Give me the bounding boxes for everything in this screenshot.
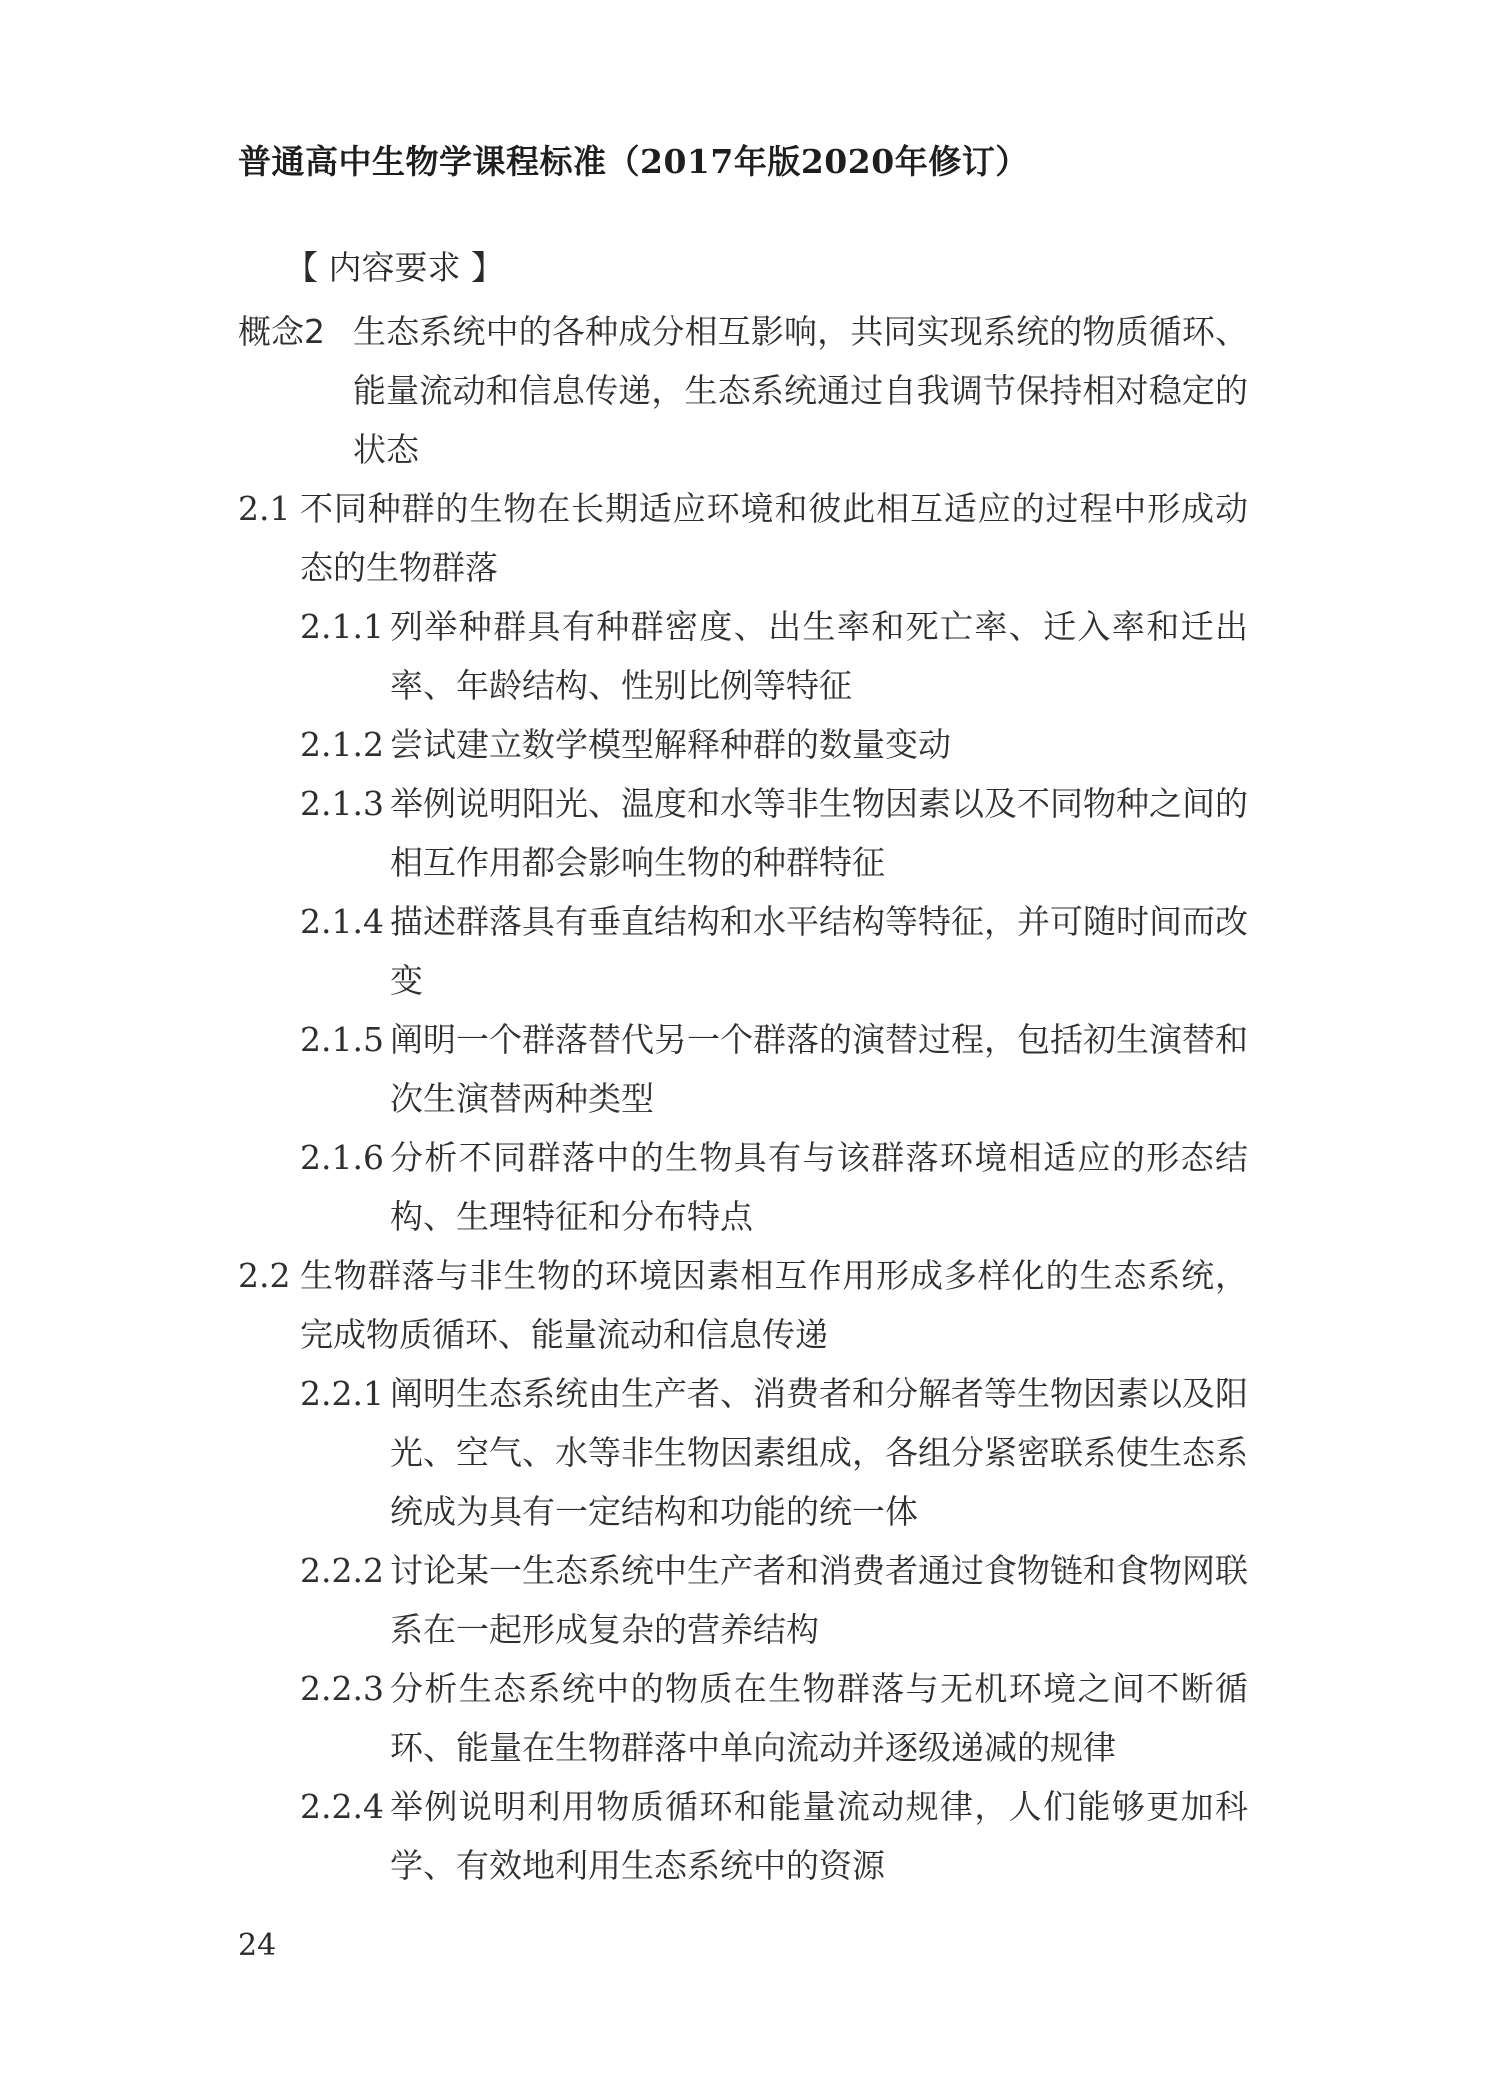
subitem-number: 2.1.6 xyxy=(300,1138,384,1177)
subitem-number: 2.1.2 xyxy=(300,725,384,764)
subitem-number: 2.1.4 xyxy=(300,902,384,941)
subitem-number: 2.1.3 xyxy=(300,784,384,823)
content-body xyxy=(238,302,1248,1895)
concept-number: 概念2 xyxy=(238,312,325,351)
subitem-2-1-3 xyxy=(238,774,1248,892)
subitem-text: 讨论某一生态系统中生产者和消费者通过食物链和食物网联系在一起形成复杂的营养结构 xyxy=(390,1551,1248,1649)
concept-text: 生态系统中的各种成分相互影响，共同实现系统的物质循环、能量流动和信息传递，生态系统通过自我调节保持相对稳定的状态 xyxy=(353,312,1248,469)
item-number: 2.2 xyxy=(238,1256,291,1295)
subitem-number: 2.1.5 xyxy=(300,1020,384,1059)
subitem-text: 分析不同群落中的生物具有与该群落环境相适应的形态结构、生理特征和分布特点 xyxy=(390,1138,1248,1236)
subitem-2-2-1 xyxy=(238,1364,1248,1541)
subitem-number: 2.2.3 xyxy=(300,1669,384,1708)
subitem-text: 列举种群具有种群密度、出生率和死亡率、迁入率和迁出率、年龄结构、性别比例等特征 xyxy=(390,607,1248,705)
subitem-text: 尝试建立数学模型解释种群的数量变动 xyxy=(390,725,951,764)
subitem-2-1-2 xyxy=(238,715,1248,774)
concept-block xyxy=(238,302,1248,479)
subitem-text: 举例说明利用物质循环和能量流动规律，人们能够更加科学、有效地利用生态系统中的资源 xyxy=(390,1787,1248,1885)
subitem-number: 2.2.2 xyxy=(300,1551,384,1590)
subitem-text: 描述群落具有垂直结构和水平结构等特征，并可随时间而改变 xyxy=(390,902,1248,1000)
item-2-1 xyxy=(238,479,1248,597)
subitem-text: 阐明生态系统由生产者、消费者和分解者等生物因素以及阳光、空气、水等非生物因素组成，各组分紧密联系使生态系统成为具有一定结构和功能的统一体 xyxy=(390,1374,1248,1531)
page-number: 24 xyxy=(238,1928,277,1963)
subitem-2-1-4 xyxy=(238,892,1248,1010)
item-text: 不同种群的生物在长期适应环境和彼此相互适应的过程中形成动态的生物群落 xyxy=(300,489,1248,587)
subitem-2-2-3 xyxy=(238,1659,1248,1777)
subitem-2-1-5 xyxy=(238,1010,1248,1128)
subitem-2-2-4 xyxy=(238,1777,1248,1895)
item-2-2 xyxy=(238,1246,1248,1364)
subitem-text: 分析生态系统中的物质在生物群落与无机环境之间不断循环、能量在生物群落中单向流动并逐级递减的规律 xyxy=(390,1669,1248,1767)
subitem-number: 2.2.4 xyxy=(300,1787,384,1826)
running-header: 普通高中生物学课程标准（2017年版2020年修订） xyxy=(238,142,1029,181)
subitem-number: 2.2.1 xyxy=(300,1374,384,1413)
item-number: 2.1 xyxy=(238,489,291,528)
item-text: 生物群落与非生物的环境因素相互作用形成多样化的生态系统，完成物质循环、能量流动和信息传递 xyxy=(300,1256,1248,1354)
subitem-2-2-2 xyxy=(238,1541,1248,1659)
subitem-number: 2.1.1 xyxy=(300,607,384,646)
subitem-2-1-1 xyxy=(238,597,1248,715)
subitem-text: 阐明一个群落替代另一个群落的演替过程，包括初生演替和次生演替两种类型 xyxy=(390,1020,1248,1118)
subitem-2-1-6 xyxy=(238,1128,1248,1246)
subitem-text: 举例说明阳光、温度和水等非生物因素以及不同物种之间的相互作用都会影响生物的种群特征 xyxy=(390,784,1248,882)
section-label: 【 内容要求 】 xyxy=(285,248,504,287)
